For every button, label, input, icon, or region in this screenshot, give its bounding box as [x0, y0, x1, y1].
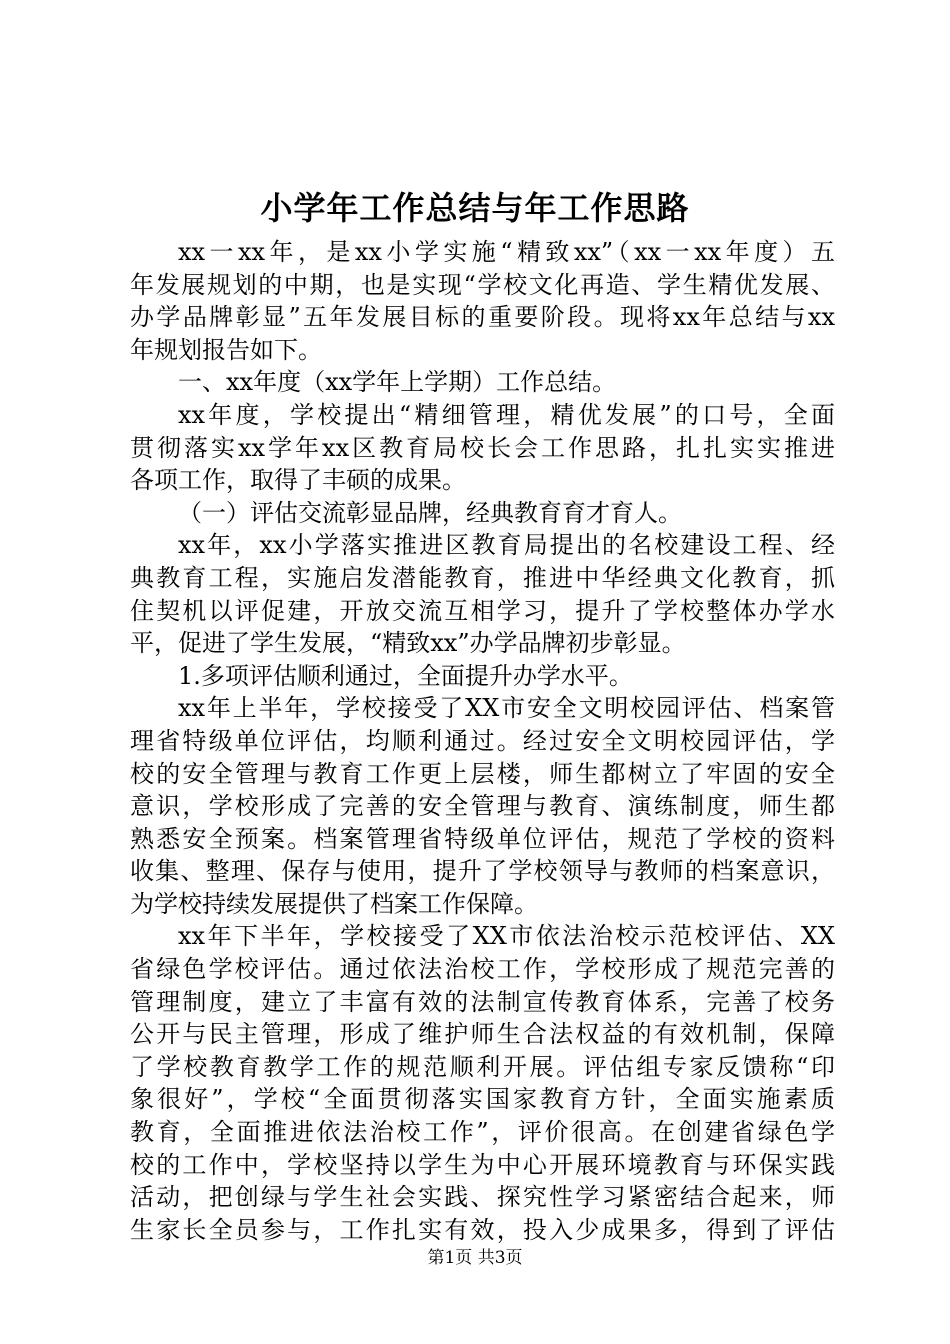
text-line: 活动，把创绿与学生社会实践、探究性学习紧密结合起来，师: [130, 1183, 835, 1212]
text-line: 校的安全管理与教育工作更上层楼，师生都树立了牢固的安全: [130, 759, 835, 788]
text-line: 为学校持续发展提供了档案工作保障。: [130, 889, 538, 918]
page-footer: 第1页 共3页: [427, 1248, 523, 1268]
text-line: 平，促进了学生发展，“精致xx”办学品牌初步彰显。: [130, 629, 686, 658]
text-line: 1.多项评估顺利通过，全面提升办学水平。: [178, 661, 633, 690]
text-line: 住契机以评促建，开放交流互相学习，提升了学校整体办学水: [130, 596, 835, 625]
text-line: xx年上半年，学校接受了XX市安全文明校园评估、档案管: [178, 694, 835, 723]
text-line: 校的工作中，学校坚持以学生为中心开展环境教育与环保实践: [130, 1150, 835, 1179]
text-line: 生家长全员参与，工作扎实有效，投入少成果多，得到了评估: [130, 1215, 835, 1244]
text-line: xx一xx年，是xx小学实施“精致xx”（xx一xx年度）五: [178, 238, 835, 266]
text-line: 了学校教育教学工作的规范顺利开展。评估组专家反馈称“印: [130, 1052, 835, 1081]
text-line: 办学品牌彰显”五年发展目标的重要阶段。现将xx年总结与xx: [130, 303, 835, 332]
text-line: 年规划报告如下。: [130, 335, 322, 364]
document-title: 小学年工作总结与年工作思路: [260, 189, 690, 227]
text-line: 贯彻落实xx学年xx区教育局校长会工作思路，扎扎实实推进: [130, 433, 835, 462]
document-body: [130, 236, 835, 1246]
text-line: 熟悉安全预案。档案管理省特级单位评估，规范了学校的资料: [130, 824, 835, 853]
text-line: 公开与民主管理，形成了维护师生合法权益的有效机制，保障: [130, 1020, 835, 1049]
text-line: xx年下半年，学校接受了XX市依法治校示范校评估、XX: [178, 922, 835, 951]
text-line: 省绿色学校评估。通过依法治校工作，学校形成了规范完善的: [130, 955, 835, 984]
text-line: 理省特级单位评估，均顺利通过。经过安全文明校园评估，学: [130, 726, 835, 755]
text-line: 教育，全面推进依法治校工作”，评价很高。在创建省绿色学: [130, 1118, 835, 1147]
text-line: 象很好”，学校“全面贯彻落实国家教育方针，全面实施素质: [130, 1085, 835, 1114]
text-line: 收集、整理、保存与使用，提升了学校领导与教师的档案意识，: [130, 857, 835, 886]
text-line: 管理制度，建立了丰富有效的法制宣传教育体系，完善了校务: [130, 987, 835, 1016]
text-line: 意识，学校形成了完善的安全管理与教育、演练制度，师生都: [130, 792, 835, 821]
text-line: 一、xx年度（xx学年上学期）工作总结。: [178, 368, 617, 397]
text-line: xx年，xx小学落实推进区教育局提出的名校建设工程、经: [178, 531, 835, 560]
text-line: 年发展规划的中期，也是实现“学校文化再造、学生精优发展、: [130, 270, 835, 299]
text-line: 各项工作，取得了丰硕的成果。: [130, 466, 466, 495]
text-line: 典教育工程，实施启发潜能教育，推进中华经典文化教育，抓: [130, 563, 835, 592]
text-line: xx年度，学校提出“精细管理，精优发展”的口号，全面: [178, 400, 835, 429]
text-line: （一）评估交流彰显品牌，经典教育育才育人。: [178, 498, 682, 527]
